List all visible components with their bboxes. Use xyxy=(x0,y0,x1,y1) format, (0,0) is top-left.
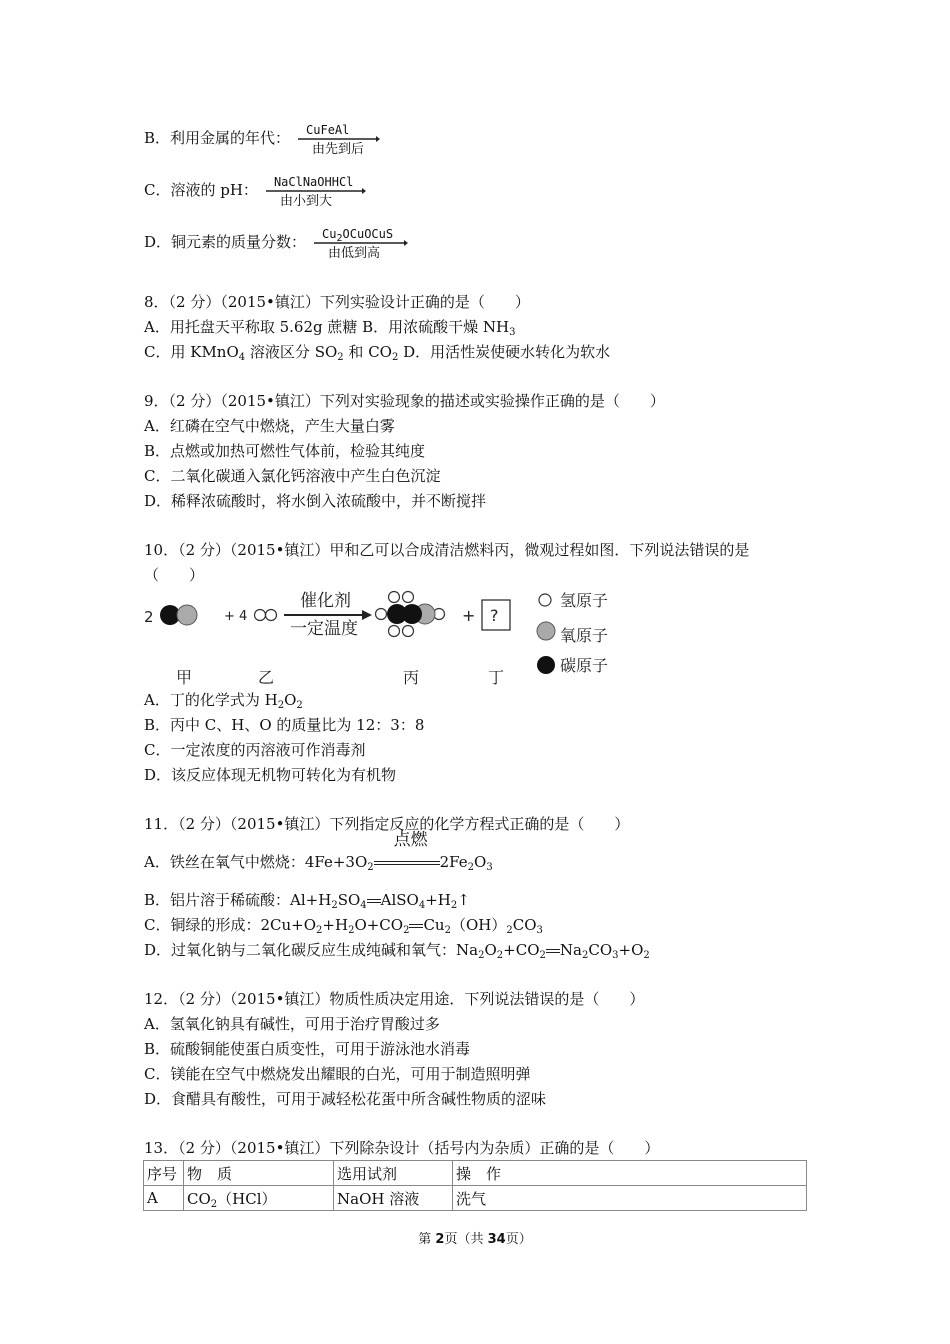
header-substance: 物 质 xyxy=(184,1161,334,1186)
right-arrow-icon xyxy=(362,610,372,620)
label-ding: 丁 xyxy=(488,668,505,687)
unknown-mark: ? xyxy=(490,606,499,625)
q10-option-b: B．丙中 C、H、O 的质量比为 12：3：8 xyxy=(144,716,425,734)
q11-option-a: A．铁丝在氧气中燃烧：$4Fe+3O_2$ 点燃 $2Fe_2O_3$ xyxy=(144,830,493,873)
q8-stem: 8．（2 分）（2015•镇江）下列实验设计正确的是（ ） xyxy=(144,293,530,311)
molecule-ethanol xyxy=(376,592,445,637)
q12-option-d: D．食醋具有酸性，可用于减轻松花蛋中所含碱性物质的涩味 xyxy=(144,1090,547,1108)
q13-stem: 13．（2 分）（2015•镇江）下列除杂设计（括号内为杂质）正确的是（ ） xyxy=(144,1139,660,1157)
metal-age-arrow: CuFeAl 由先到后 xyxy=(296,124,380,154)
q12-option-b: B．硫酸铜能使蛋白质变性，可用于游泳池水消毒 xyxy=(144,1040,471,1058)
equals-sign xyxy=(546,948,560,954)
q11-option-b: B．铝片溶于稀硫酸：$Al+H_2SO_4$ $AlSO_4+H_2↑$ xyxy=(144,891,470,911)
legend-hydrogen: 氢原子 xyxy=(560,591,609,610)
reaction-micro-diagram xyxy=(140,584,640,694)
header-reagent: 选用试剂 xyxy=(334,1161,453,1186)
label-yi: 乙 xyxy=(258,668,275,687)
q7-option-d: D．铜元素的质量分数： $Cu_2OCuOCuS$ 由低到高 xyxy=(144,228,408,258)
equals-sign xyxy=(409,923,423,929)
q7-option-c: C．溶液的 pH： NaClNaOHHCl 由小到大 xyxy=(144,176,366,206)
q13-table xyxy=(143,1160,807,1211)
oxygen-legend-icon xyxy=(537,622,555,640)
legend-oxygen: 氧原子 xyxy=(560,626,609,645)
table-row xyxy=(144,1186,807,1211)
cell-substance: $CO_2(HCl)$ xyxy=(184,1186,334,1211)
cell-index: A xyxy=(144,1186,184,1211)
q10-option-d: D．该反应体现无机物可转化为有机物 xyxy=(144,766,397,784)
cell-operation: 洗气 xyxy=(453,1186,807,1211)
label-bing: 丙 xyxy=(403,668,420,687)
q11-option-c: C．铜绿的形成：$2Cu+O_2+H_2O+CO_2$ $Cu_2(OH)_2CO_3$ xyxy=(144,916,543,936)
q9-option-b: B．点燃或加热可燃性气体前，检验其纯度 xyxy=(144,442,426,460)
label-jia: 甲 xyxy=(176,668,193,687)
cell-reagent: NaOH 溶液 xyxy=(334,1186,453,1211)
header-operation: 操 作 xyxy=(453,1161,807,1186)
plus-sign: + xyxy=(462,606,476,625)
condition-catalyst: 催化剂 xyxy=(300,591,351,611)
q8-options-cd: C．用 KMnO$_4$ 溶液区分 $SO_2$ 和 $CO_2$ D．用活性炭使硬水转化为软水 xyxy=(144,343,611,363)
q9-option-d: D．稀释浓硫酸时，将水倒入浓硫酸中，并不断搅拌 xyxy=(144,492,487,510)
ph-arrow: NaClNaOHHCl 由小到大 xyxy=(264,176,366,206)
legend-carbon: 碳原子 xyxy=(560,656,609,675)
q10-stem-bracket: （ ） xyxy=(144,566,205,584)
molecule-co xyxy=(160,605,197,625)
q11-stem: 11．（2 分）（2015•镇江）下列指定反应的化学方程式正确的是（ ） xyxy=(144,815,630,833)
page-footer: 第 2页（共 34页） xyxy=(418,1232,532,1247)
coef-jia: 2 xyxy=(144,608,154,626)
coef-yi: + 4 xyxy=(224,609,248,624)
carbon-legend-icon xyxy=(537,656,555,674)
condition-temperature: 一定温度 xyxy=(290,619,358,639)
hydrogen-legend-icon xyxy=(539,594,551,606)
q10-option-a: A．丁的化学式为 $H_2O_2$ xyxy=(144,691,303,711)
molecule-h2 xyxy=(255,610,277,621)
ignite-equals: 点燃 xyxy=(374,852,440,872)
q10-stem: 10．（2 分）（2015•镇江）甲和乙可以合成清洁燃料丙，微观过程如图．下列说法错误的是 xyxy=(144,541,750,559)
q12-stem: 12．（2 分）（2015•镇江）物质性质决定用途．下列说法错误的是（ ） xyxy=(144,990,645,1008)
q10-option-c: C．一定浓度的丙溶液可作消毒剂 xyxy=(144,741,366,759)
header-index: 序号 xyxy=(144,1161,184,1186)
q9-option-c: C．二氧化碳通入氯化钙溶液中产生白色沉淀 xyxy=(144,467,441,485)
table-header-row xyxy=(144,1161,807,1186)
q9-option-a: A．红磷在空气中燃烧，产生大量白雾 xyxy=(144,417,395,435)
q12-option-c: C．镁能在空气中燃烧发出耀眼的白光，可用于制造照明弹 xyxy=(144,1065,531,1083)
q9-stem: 9．（2 分）（2015•镇江）下列对实验现象的描述或实验操作正确的是（ ） xyxy=(144,392,665,410)
q8-options-ab: A．用托盘天平称取 5.62g 蔗糖 B．用浓硫酸干燥 $NH_3$ xyxy=(144,318,516,338)
q11-option-d: D．过氧化钠与二氧化碳反应生成纯碱和氧气：$Na_2O_2+CO_2$ $Na_2CO_3+O_2$ xyxy=(144,941,650,961)
q7-option-b: B．利用金属的年代： CuFeAl 由先到后 xyxy=(144,124,380,154)
copper-mass-arrow: $Cu_2OCuOCuS$ 由低到高 xyxy=(312,228,408,258)
q12-option-a: A．氢氧化钠具有碱性，可用于治疗胃酸过多 xyxy=(144,1015,440,1033)
equals-sign xyxy=(367,898,381,904)
